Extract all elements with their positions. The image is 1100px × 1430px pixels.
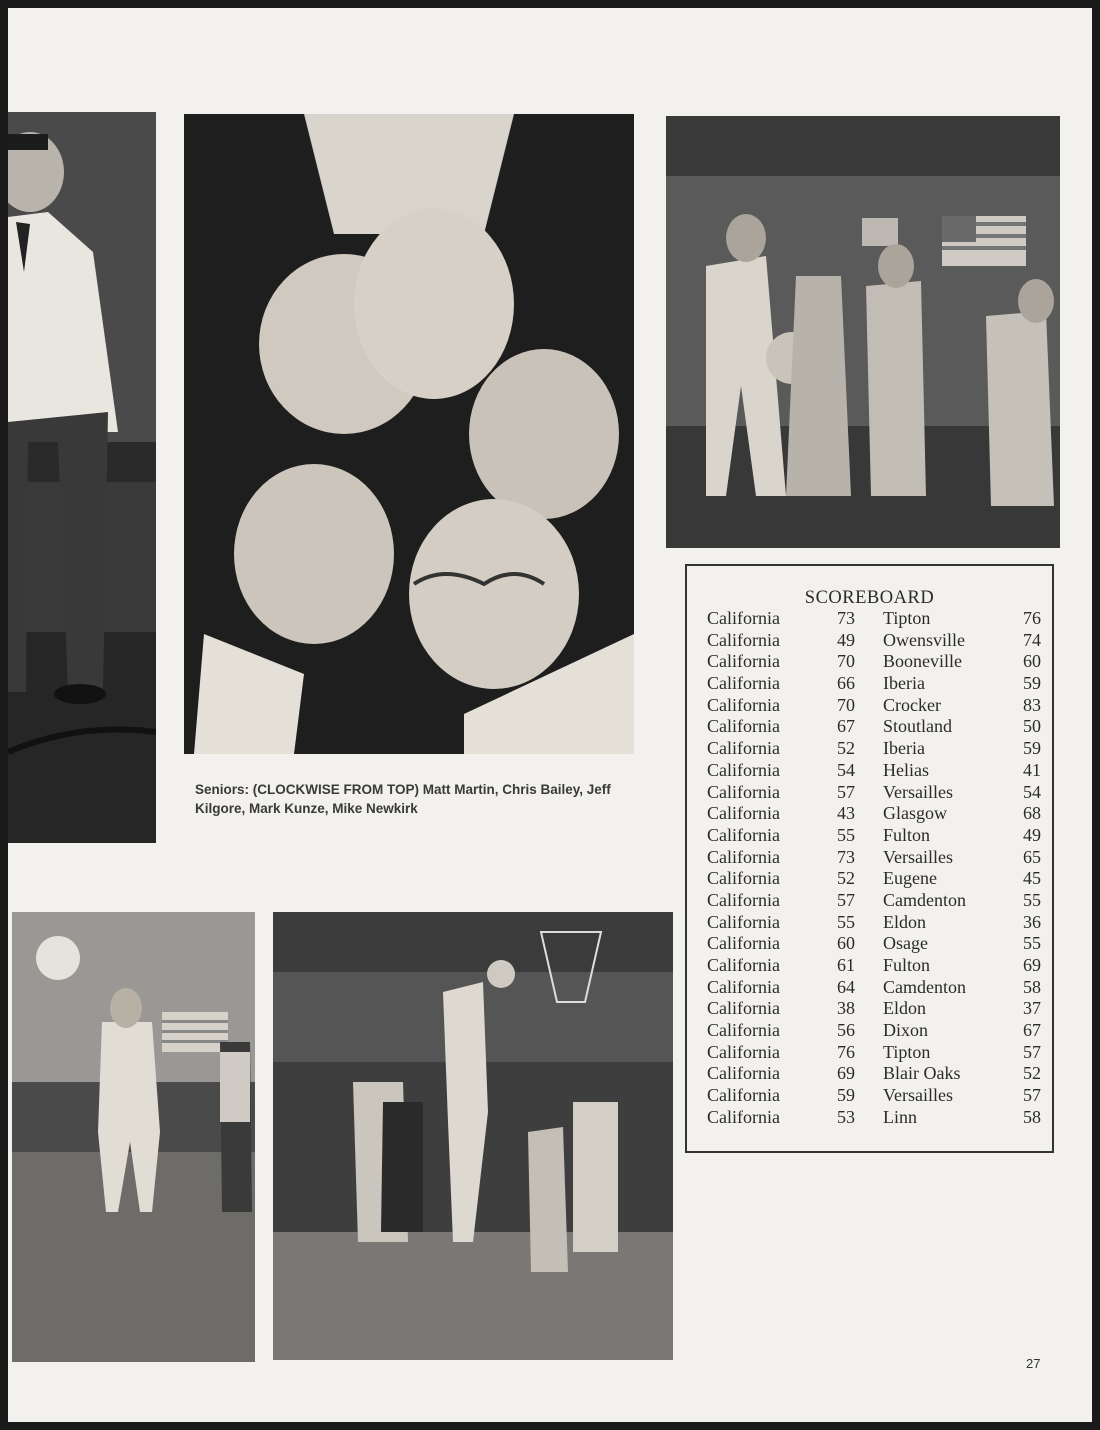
score-opponent-points: 69 [1023,955,1041,975]
free-throw-photo [12,912,255,1362]
score-opponent-points: 55 [1023,933,1041,954]
score-team-points: 61 [837,955,855,975]
score-team-points: 73 [837,846,855,867]
score-opponent: Helias [883,759,929,780]
score-team: California [707,1106,780,1127]
scoreboard [685,564,1054,1153]
score-team-points: 73 [837,608,855,628]
score-team-points: 70 [837,651,855,672]
rebound-photo [273,912,673,1360]
score-opponent: Eugene [883,868,937,889]
score-opponent-points: 54 [1023,781,1041,802]
score-team: California [707,673,780,694]
score-team: California [707,1020,780,1041]
score-opponent: Tipton [883,1041,931,1062]
score-opponent: Owensville [883,629,965,650]
score-opponent-points: 58 [1023,1106,1041,1127]
score-opponent: Dixon [883,1020,928,1041]
score-opponent-points: 52 [1023,1063,1041,1084]
score-team-points: 57 [837,889,855,910]
score-team-points: 59 [837,1085,855,1106]
score-team-points: 52 [837,738,855,759]
score-opponent-points: 58 [1023,976,1041,997]
score-team-points: 53 [837,1106,855,1127]
score-team-points: 76 [837,1041,855,1062]
score-opponent: Versailles [883,846,953,867]
score-team: California [707,933,780,954]
score-opponent: Fulton [883,955,931,975]
score-opponent: Osage [883,933,928,954]
score-team: California [707,889,780,910]
score-opponent-points: 83 [1023,694,1041,715]
score-opponent-points: 37 [1023,998,1041,1019]
score-opponent-points: 45 [1023,868,1041,889]
score-team-points: 55 [837,911,855,932]
score-team: California [707,738,780,759]
score-opponent: Iberia [883,673,925,694]
score-opponent-points: 59 [1023,673,1041,694]
score-opponent-points: 76 [1023,608,1041,628]
score-team-points: 64 [837,976,855,997]
score-opponent-points: 57 [1023,1041,1041,1062]
score-team: California [707,608,780,628]
score-opponent: Blair Oaks [883,1063,961,1084]
seniors-photo [184,114,634,754]
score-team-points: 70 [837,694,855,715]
score-opponent: Booneville [883,651,962,672]
score-team-points: 69 [837,1063,855,1084]
score-team: California [707,629,780,650]
score-team-points: 66 [837,673,855,694]
score-team-points: 43 [837,803,855,824]
score-opponent: Tipton [883,608,931,628]
yearbook-page [8,8,1092,1422]
score-team: California [707,1041,780,1062]
score-team: California [707,1063,780,1084]
warmup-photo [666,116,1060,548]
score-team-points: 38 [837,998,855,1019]
score-team: California [707,911,780,932]
score-opponent: Eldon [883,911,926,932]
score-team-points: 52 [837,868,855,889]
score-opponent-points: 68 [1023,803,1041,824]
score-opponent-points: 65 [1023,846,1041,867]
photo-caption: Seniors: (CLOCKWISE FROM TOP) Matt Martin, Chris Bailey, Jeff Kilgore, Mark Kunze, Mike Newkirk [195,782,611,816]
score-opponent: Versailles [883,781,953,802]
coach-photo [8,112,156,843]
score-opponent: Stoutland [883,716,953,737]
score-team: California [707,759,780,780]
score-team-points: 54 [837,759,855,780]
page-number: 27 [1026,1356,1041,1371]
score-opponent-points: 49 [1023,824,1041,845]
score-opponent-points: 74 [1023,629,1041,650]
score-team-points: 60 [837,933,855,954]
score-team-points: 57 [837,781,855,802]
score-opponent: Eldon [883,998,926,1019]
score-opponent: Linn [883,1106,917,1127]
score-opponent: Camdenton [883,976,966,997]
score-opponent: Glasgow [883,803,947,824]
score-opponent: Crocker [883,694,941,715]
score-team: California [707,1085,780,1106]
score-team: California [707,651,780,672]
score-opponent-points: 67 [1023,1020,1041,1041]
score-team: California [707,955,780,975]
score-opponent: Iberia [883,738,925,759]
score-opponent: Versailles [883,1085,953,1106]
score-team: California [707,803,780,824]
score-opponent-points: 41 [1023,759,1041,780]
score-team-points: 49 [837,629,855,650]
score-team: California [707,716,780,737]
score-opponent-points: 55 [1023,889,1041,910]
score-team: California [707,976,780,997]
score-opponent-points: 60 [1023,651,1041,672]
score-opponent-points: 36 [1023,911,1041,932]
score-team: California [707,824,780,845]
score-team: California [707,846,780,867]
score-team-points: 67 [837,716,855,737]
score-team: California [707,998,780,1019]
score-opponent-points: 57 [1023,1085,1041,1106]
score-opponent: Fulton [883,824,931,845]
score-opponent-points: 59 [1023,738,1041,759]
score-team: California [707,694,780,715]
score-opponent: Camdenton [883,889,966,910]
score-opponent-points: 50 [1023,716,1041,737]
score-team-points: 56 [837,1020,855,1041]
score-team-points: 55 [837,824,855,845]
score-team: California [707,781,780,802]
score-team: California [707,868,780,889]
scoreboard-title: SCOREBOARD [804,588,935,608]
